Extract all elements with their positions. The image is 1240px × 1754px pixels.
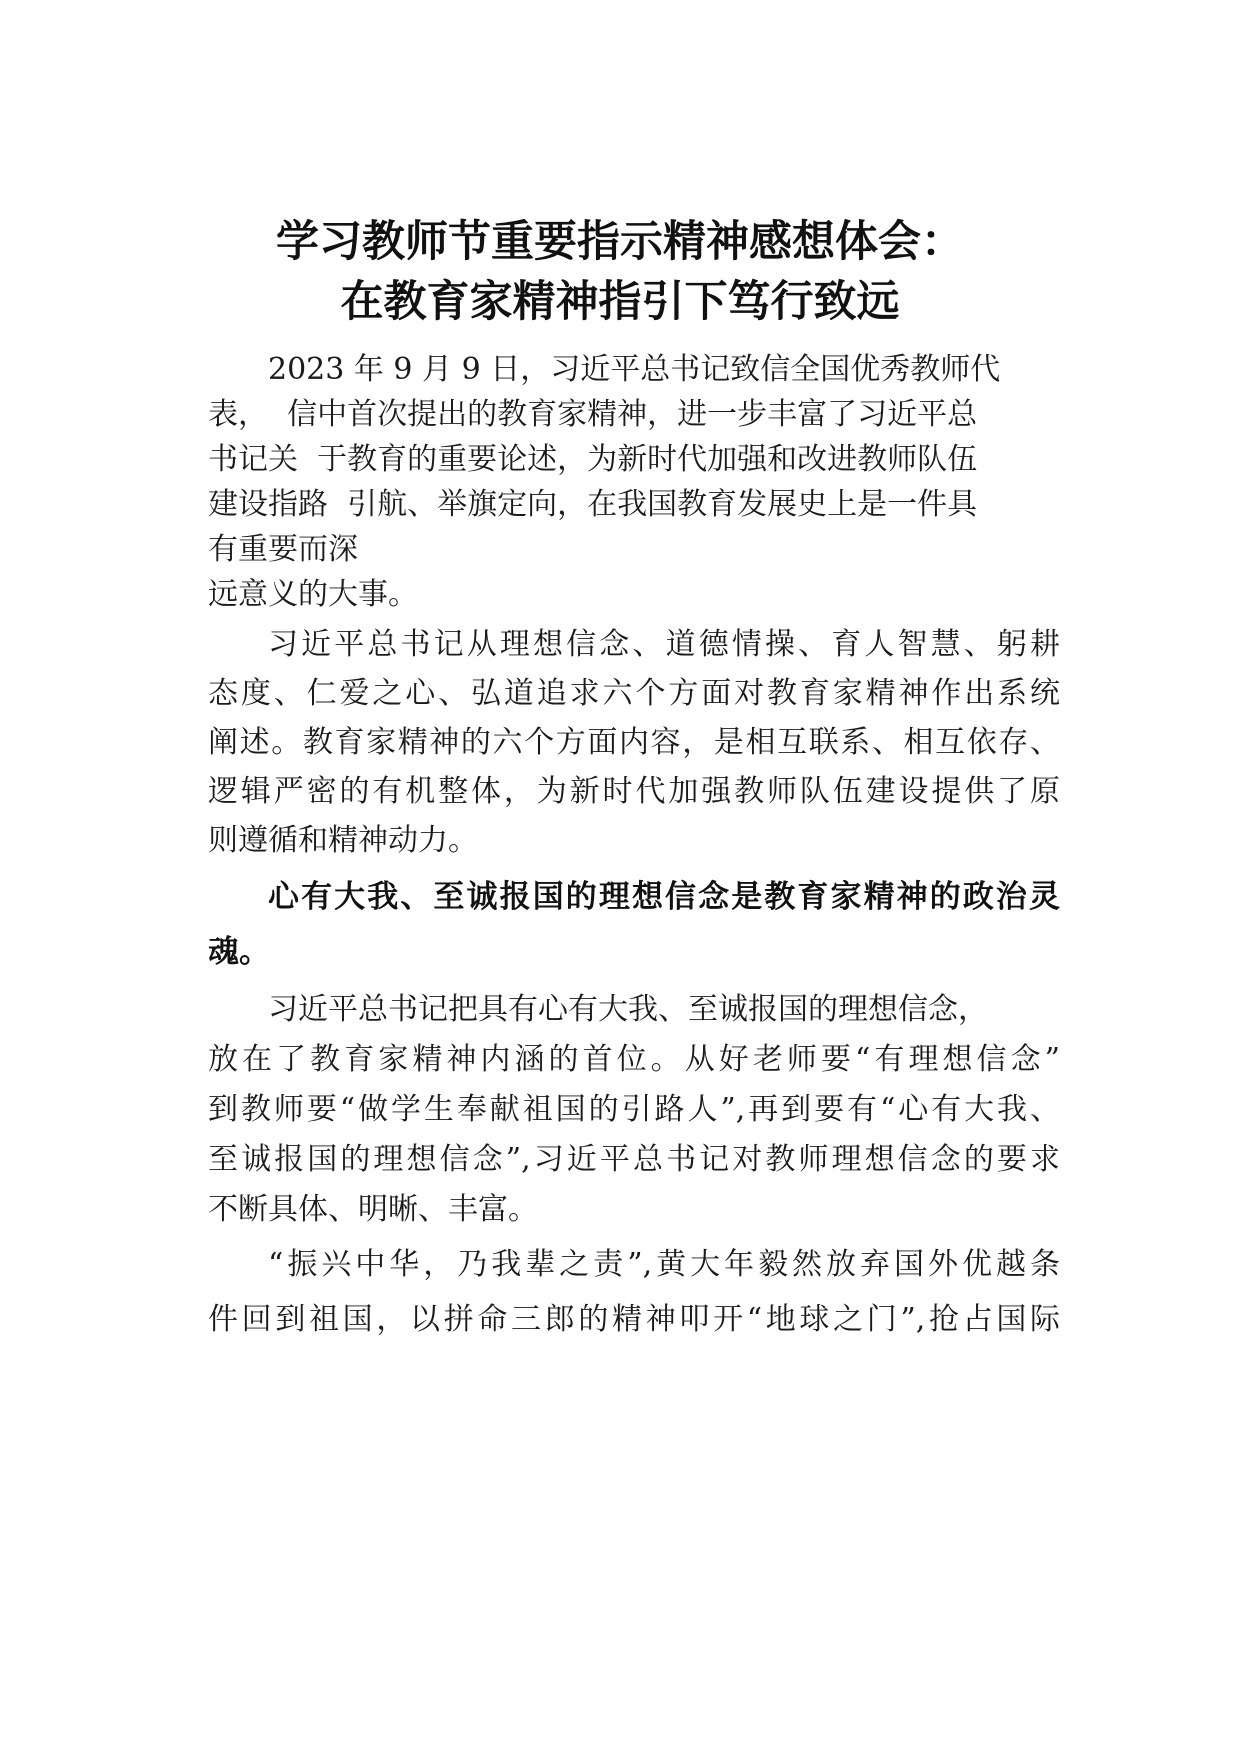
paragraph-2-line-2: 态度、仁爱之心、弘道追求六个方面对教育家精神作出系统 (208, 676, 1060, 711)
paragraph-3-line-4: 至诚报国的理想信念”,习近平总书记对教师理想信念的要求 (208, 1142, 1060, 1177)
paragraph-3-line-3: 到教师要“做学生奉献祖国的引路人”,再到要有“心有大我、 (208, 1092, 1060, 1127)
paragraph-2-line-5: 则遵循和精神动力。 (208, 823, 478, 858)
paragraph-1-line-3: 书记关 于教育的重要论述，为新时代加强和改进教师队伍 (208, 442, 978, 477)
section-heading-line-2: 魂。 (208, 934, 270, 970)
paragraph-1-line-1: 2023 年 9 月 9 日，习近平总书记致信全国优秀教师代 (268, 352, 1001, 387)
paragraph-2-line-4: 逻辑严密的有机整体，为新时代加强教师队伍建设提供了原 (208, 774, 1060, 809)
paragraph-1-line-4: 建设指路 引航、举旗定向，在我国教育发展史上是一件具 (208, 487, 978, 522)
paragraph-3-line-5: 不断具体、明晰、丰富。 (208, 1192, 538, 1227)
paragraph-4-line-1: “振兴中华，乃我辈之责”,黄大年毅然放弃国外优越条 (268, 1247, 1060, 1282)
paragraph-1-line-5: 有重要而深 (208, 532, 358, 567)
paragraph-1-line-2: 表， 信中首次提出的教育家精神，进一步丰富了习近平总 (208, 397, 978, 432)
paragraph-2-line-3: 阐述。教育家精神的六个方面内容，是相互联系、相互依存、 (208, 725, 1060, 760)
paragraph-2-line-1: 习近平总书记从理想信念、道德情操、育人智慧、躬耕 (268, 627, 1060, 662)
paragraph-3-line-1: 习近平总书记把具有心有大我、至诚报国的理想信念， (268, 992, 988, 1027)
paragraph-1-line-6: 远意义的大事。 (208, 577, 418, 612)
section-heading-line-1: 心有大我、至诚报国的理想信念是教育家精神的政治灵 (268, 879, 1060, 915)
document-title-line-2: 在教育家精神指引下笃行致远 (340, 277, 900, 327)
paragraph-3-line-2: 放在了教育家精神内涵的首位。从好老师要“有理想信念” (208, 1042, 1060, 1077)
paragraph-4-line-2: 件回到祖国，以拼命三郎的精神叩开“地球之门”,抢占国际 (208, 1302, 1060, 1337)
document-title-line-1: 学习教师节重要指示精神感想体会： (276, 217, 964, 267)
